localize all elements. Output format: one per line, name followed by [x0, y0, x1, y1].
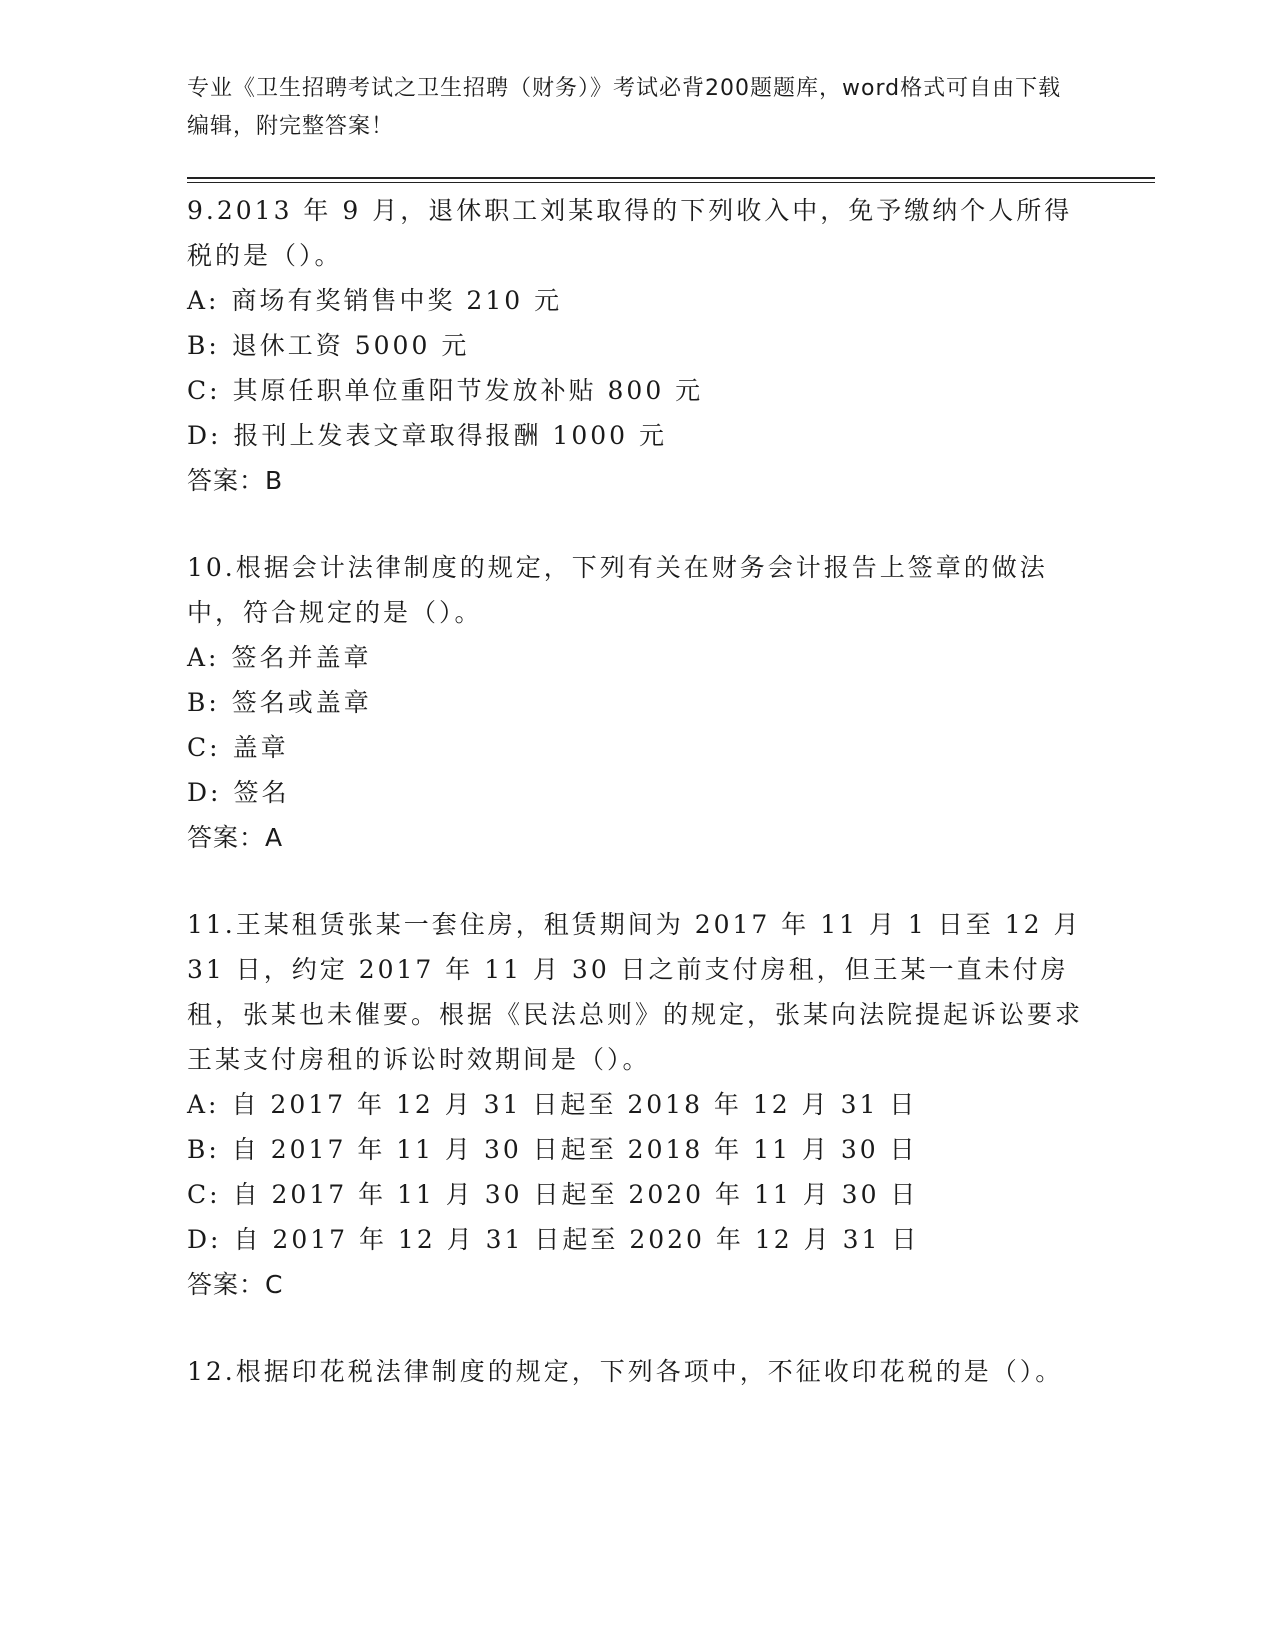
option-letter: D:: [187, 421, 222, 450]
question-text: 9.2013 年 9 月，退休职工刘某取得的下列收入中，免予缴纳个人所得税的是（）。: [187, 196, 1073, 270]
question-9: [187, 188, 1087, 503]
option-c: [187, 1172, 1087, 1217]
header-divider-thin: [187, 182, 1155, 183]
option-letter: B:: [187, 1135, 220, 1164]
option-text: 盖章: [232, 733, 289, 762]
question-text: 12.根据印花税法律制度的规定，下列各项中，不征收印花税的是（）。: [187, 1357, 1064, 1386]
option-a: [187, 278, 1087, 323]
option-d: [187, 770, 1087, 815]
option-letter: C:: [187, 733, 221, 762]
option-letter: A:: [187, 1090, 220, 1119]
document-header: 专业《卫生招聘考试之卫生招聘（财务）》考试必背200题题库，word格式可自由下载编辑，附完整答案！: [187, 76, 1062, 139]
question-text: 11.王某租赁张某一套住房，租赁期间为 2017 年 11 月 1 日至 12 月 31 日，约定 2017 年 11 月 30 日之前支付房租，但王某一直未付房租，张某也未催要。根据《民法总则》的规定，张某向法院提起诉讼要求王某支付房租的诉讼时效期间是（）。: [187, 910, 1084, 1074]
answer: 答案：C: [187, 1270, 284, 1299]
option-letter: D:: [187, 778, 222, 807]
option-text: 自 2017 年 11 月 30 日起至 2018 年 11 月 30 日: [231, 1135, 918, 1164]
option-letter: B:: [187, 331, 220, 360]
option-text: 自 2017 年 12 月 31 日起至 2020 年 12 月 31 日: [233, 1225, 920, 1254]
option-letter: A:: [187, 643, 220, 672]
option-text: 自 2017 年 12 月 31 日起至 2018 年 12 月 31 日: [231, 1090, 918, 1119]
option-text: 签名: [233, 778, 290, 807]
question-11: [187, 902, 1087, 1307]
option-text: 签名并盖章: [231, 643, 372, 672]
option-d: [187, 413, 1087, 458]
option-c: [187, 725, 1087, 770]
answer: 答案：B: [187, 466, 284, 495]
option-text: 报刊上发表文章取得报酬 1000 元: [233, 421, 667, 450]
option-letter: D:: [187, 1225, 222, 1254]
option-letter: A:: [187, 286, 220, 315]
answer: 答案：A: [187, 823, 284, 852]
option-b: [187, 323, 1087, 368]
option-b: [187, 680, 1087, 725]
option-c: [187, 368, 1087, 413]
option-a: [187, 1082, 1087, 1127]
option-d: [187, 1217, 1087, 1262]
option-text: 退休工资 5000 元: [231, 331, 470, 360]
option-text: 商场有奖销售中奖 210 元: [231, 286, 563, 315]
question-10: [187, 545, 1087, 860]
question-text: 10.根据会计法律制度的规定，下列有关在财务会计报告上签章的做法中，符合规定的是（）。: [187, 553, 1048, 627]
option-letter: C:: [187, 376, 221, 405]
option-text: 其原任职单位重阳节发放补贴 800 元: [232, 376, 704, 405]
option-letter: C:: [187, 1180, 221, 1209]
option-text: 签名或盖章: [231, 688, 372, 717]
question-12: [187, 1349, 1087, 1394]
option-letter: B:: [187, 688, 220, 717]
question-list: [187, 188, 1087, 1436]
option-text: 自 2017 年 11 月 30 日起至 2020 年 11 月 30 日: [232, 1180, 919, 1209]
option-a: [187, 635, 1087, 680]
option-b: [187, 1127, 1087, 1172]
header-divider-thick: [187, 177, 1155, 179]
